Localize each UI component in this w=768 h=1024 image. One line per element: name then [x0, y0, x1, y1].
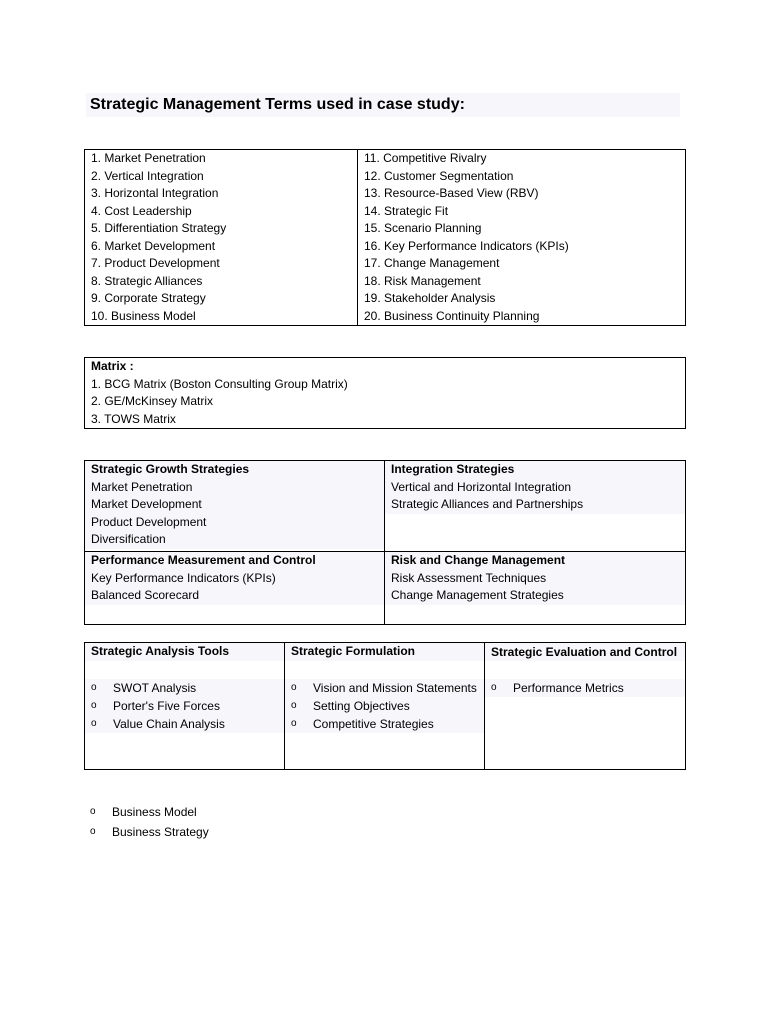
bullet-icon: o: [291, 699, 297, 711]
growth-item: Market Penetration: [85, 479, 384, 497]
growth-item: Diversification: [85, 531, 384, 549]
term-item: 5. Differentiation Strategy: [91, 221, 227, 235]
term-item: 4. Cost Leadership: [91, 203, 192, 218]
term-item: 17. Change Management: [364, 256, 500, 270]
matrix-heading: Matrix :: [91, 359, 134, 373]
terms-right-cell: [358, 150, 686, 326]
term-item: 12. Customer Segmentation: [364, 168, 514, 183]
analysis-cell: [85, 643, 285, 770]
list-item: o Vision and Mission Statements: [285, 679, 484, 697]
term-item: 11. Competitive Rivalry: [364, 151, 487, 165]
term-item: 1. Market Penetration: [91, 151, 206, 165]
term-item: 2. Vertical Integration: [91, 168, 204, 183]
integration-heading: Integration Strategies: [385, 461, 685, 479]
matrix-item: 2. GE/McKinsey Matrix: [91, 394, 214, 408]
list-item: o Value Chain Analysis: [85, 715, 284, 733]
term-item: 20. Business Continuity Planning: [364, 308, 540, 323]
growth-item: Product Development: [85, 514, 384, 532]
terms-table: [84, 149, 686, 326]
loose-list: [84, 802, 209, 842]
analysis-heading: Strategic Analysis Tools: [85, 643, 284, 661]
list-item: o Business Strategy: [84, 822, 209, 842]
term-item: 13. Resource-Based View (RBV): [364, 186, 539, 200]
matrix-cell: [85, 358, 686, 429]
terms-left-cell: [85, 150, 358, 326]
term-item: 9. Corporate Strategy: [91, 291, 206, 305]
list-item: o Porter's Five Forces: [85, 697, 284, 715]
term-item: 3. Horizontal Integration: [91, 186, 219, 200]
performance-cell: [85, 552, 385, 625]
risk-item: Risk Assessment Techniques: [385, 570, 685, 588]
bullet-icon: o: [91, 717, 97, 729]
evaluation-heading: Strategic Evaluation and Control: [485, 643, 685, 661]
bullet-icon: o: [90, 806, 96, 817]
strategies-table: [84, 460, 686, 625]
list-item: o Competitive Strategies: [285, 715, 484, 733]
term-item: 10. Business Model: [91, 308, 196, 323]
matrix-item: 1. BCG Matrix (Boston Consulting Group Matrix): [91, 376, 348, 391]
list-item: o Performance Metrics: [485, 679, 685, 697]
term-item: 6. Market Development: [91, 238, 216, 253]
matrix-table: [84, 357, 686, 429]
formulation-cell: [285, 643, 485, 770]
performance-heading: Performance Measurement and Control: [85, 552, 384, 570]
list-item: o Business Model: [84, 802, 209, 822]
tools-table: [84, 642, 686, 770]
bullet-icon: o: [491, 682, 497, 693]
integration-cell: [385, 461, 686, 552]
performance-item: Balanced Scorecard: [85, 587, 384, 605]
term-item: 8. Strategic Alliances: [91, 273, 203, 288]
bullet-icon: o: [291, 681, 297, 693]
page-title: Strategic Management Terms used in case study:: [86, 93, 680, 117]
performance-item: Key Performance Indicators (KPIs): [85, 570, 384, 588]
list-item: o SWOT Analysis: [85, 679, 284, 697]
bullet-icon: o: [91, 681, 97, 693]
integration-item: Vertical and Horizontal Integration: [385, 479, 685, 497]
bullet-icon: o: [291, 717, 297, 729]
integration-item: Strategic Alliances and Partnerships: [385, 496, 685, 514]
evaluation-cell: [485, 643, 686, 770]
growth-item: Market Development: [85, 496, 384, 514]
term-item: 18. Risk Management: [364, 273, 481, 288]
list-item: o Setting Objectives: [285, 697, 484, 715]
matrix-item: 3. TOWS Matrix: [91, 411, 176, 426]
bullet-icon: o: [91, 699, 97, 711]
bullet-icon: o: [90, 826, 96, 837]
risk-heading: Risk and Change Management: [385, 552, 685, 570]
growth-cell: [85, 461, 385, 552]
risk-cell: [385, 552, 686, 625]
term-item: 16. Key Performance Indicators (KPIs): [364, 238, 569, 253]
risk-item: Change Management Strategies: [385, 587, 685, 605]
formulation-heading: Strategic Formulation: [285, 643, 484, 661]
term-item: 19. Stakeholder Analysis: [364, 291, 496, 305]
term-item: 15. Scenario Planning: [364, 221, 482, 235]
term-item: 14. Strategic Fit: [364, 203, 449, 218]
growth-heading: Strategic Growth Strategies: [85, 461, 384, 479]
term-item: 7. Product Development: [91, 256, 220, 270]
